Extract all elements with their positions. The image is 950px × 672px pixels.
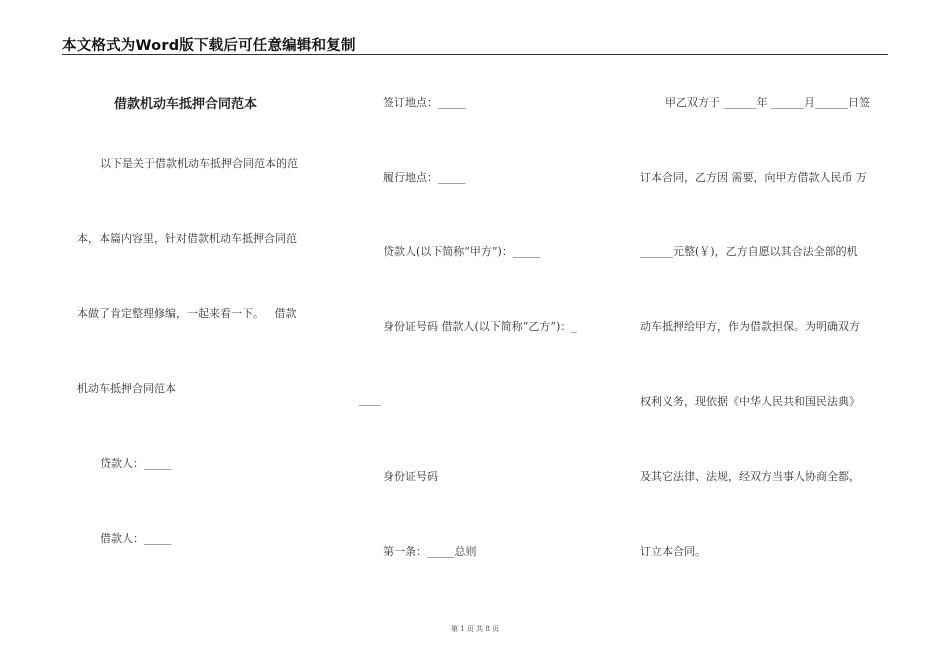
- col3-line-7: 订立本合同。: [640, 545, 706, 558]
- col1-line-3: 本做了肯定整理修编，一起来看一下。 借款: [77, 307, 297, 320]
- id-borrower-party-b: 身份证号码 借款人(以下简称“乙方”)：_: [383, 320, 577, 333]
- col1-line-2: 本，本篇内容里，针对借款机动车抵押合同范: [77, 232, 297, 245]
- lender-label: 贷款人：_____: [100, 457, 172, 470]
- page-header: 本文格式为Word版下载后可任意编辑和复制: [62, 38, 356, 54]
- performance-place: 履行地点：_____: [383, 171, 466, 184]
- article-one: 第一条：_____总则: [383, 545, 477, 558]
- signing-place: 签订地点：_____: [383, 96, 466, 109]
- page-number: 第 1 页 共 8 页: [450, 625, 500, 633]
- header-divider: [62, 54, 888, 55]
- col3-line-1: 甲乙双方于 ______年 ______月______日签: [665, 96, 870, 109]
- document-title: 借款机动车抵押合同范本: [114, 97, 258, 112]
- col2-continuation: ____: [359, 393, 381, 406]
- id-number-label: 身份证号码: [383, 470, 438, 483]
- col1-line-4: 机动车抵押合同范本: [77, 382, 176, 395]
- lender-party-a: 贷款人(以下简称“甲方”)：_____: [383, 245, 541, 258]
- col3-line-4: 动车抵押给甲方，作为借款担保。为明确双方: [640, 320, 860, 333]
- col3-line-2: 订本合同，乙方因 需要，向甲方借款人民币 万: [640, 171, 867, 184]
- borrower-label: 借款人：_____: [100, 532, 172, 545]
- col3-line-3: ______元整(￥)，乙方自愿以其合法全部的机: [640, 245, 858, 258]
- col1-line-1: 以下是关于借款机动车抵押合同范本的范: [100, 157, 298, 170]
- col3-line-6: 及其它法律、法规，经双方当事人协商全都，: [640, 470, 860, 483]
- col3-line-5: 权利义务，现依据《中华人民共和国民法典》: [640, 395, 860, 408]
